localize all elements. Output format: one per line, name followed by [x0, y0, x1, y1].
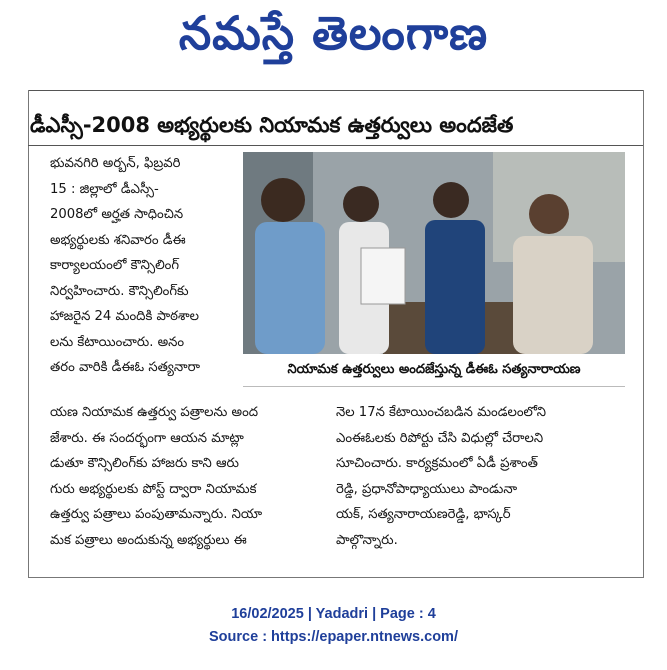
text-line: ఉత్తర్వు పత్రాలు పంపుతామన్నారు. నియా	[50, 507, 263, 522]
photo-illustration	[243, 152, 625, 354]
text-line: 2008లో అర్హత సాధించిన	[50, 207, 184, 222]
frame-left	[28, 90, 29, 578]
photo-caption: నియామక ఉత్తర్వులు అందజేస్తున్న డీఈఓ సత్యనారాయణ	[243, 354, 625, 387]
text-line: సూచించారు. కార్యక్రమంలో ఏడీ ప్రశాంత్	[336, 456, 538, 471]
footer-meta: 16/02/2025 | Yadadri | Page : 4	[231, 606, 436, 622]
text-line: మక పత్రాలు అందుకున్న అభ్యర్థులు ఈ	[50, 532, 247, 548]
text-line: లను కేటాయించారు. అనం	[50, 334, 185, 350]
text-line: తరం వారికి డీఈఓ సత్యనారా	[50, 360, 200, 375]
text-line: కార్యాలయంలో కౌన్సిలింగ్	[50, 258, 180, 273]
footer-source-link[interactable]: Source : https://epaper.ntnews.com/	[209, 629, 458, 645]
text-line: యక్, సత్యనారాయణరెడ్డి, భాస్కర్	[336, 507, 511, 522]
text-line: డుతూ కౌన్సిలింగ్‌కు హాజరు కాని ఆరు	[50, 456, 239, 471]
text-line: నిర్వహించారు. కౌన్సిలింగ్‌కు	[50, 283, 189, 299]
text-line: జేశారు. ఈ సందర్భంగా ఆయన మాట్లా	[50, 430, 244, 446]
text-line: యణ నియామక ఉత్తర్వు పత్రాలను అంద	[50, 405, 259, 420]
news-photo	[243, 152, 625, 354]
article-headline: డీఎస్సీ-2008 అభ్యర్థులకు నియామక ఉత్తర్వులు అందజేత	[30, 113, 514, 137]
text-line: ఎంఈఓలకు రిపోర్టు చేసి విధుల్లో చేరాలని	[336, 430, 544, 446]
text-line: రెడ్డి, ప్రధానోపాధ్యాయులు పాండునా	[336, 481, 518, 497]
text-line: భువనగిరి అర్బన్, ఫిబ్రవరి	[50, 156, 181, 171]
text-line: పాల్గొన్నారు.	[336, 532, 398, 548]
text-line: 15 : జిల్లాలో డీఎస్సీ-	[50, 181, 159, 197]
text-line: హాజరైన 24 మందికి పాఠశాల	[50, 309, 199, 324]
text-line: అభ్యర్థులకు శనివారం డీఈ	[50, 232, 186, 248]
frame-right	[643, 90, 644, 578]
article-column-1	[50, 151, 234, 381]
frame-bottom	[28, 577, 644, 578]
text-line: గురు అభ్యర్థులకు పోస్ట్ ద్వారా నియామక	[50, 481, 257, 497]
top-rule	[28, 90, 643, 91]
newspaper-masthead: నమస్తే తెలంగాణ	[178, 6, 489, 60]
headline-rule	[28, 145, 643, 146]
text-line: నెల 17న కేటాయించబడిన మండలంలోని	[336, 405, 547, 420]
article-column-2	[50, 400, 308, 553]
article-column-3	[336, 400, 626, 553]
